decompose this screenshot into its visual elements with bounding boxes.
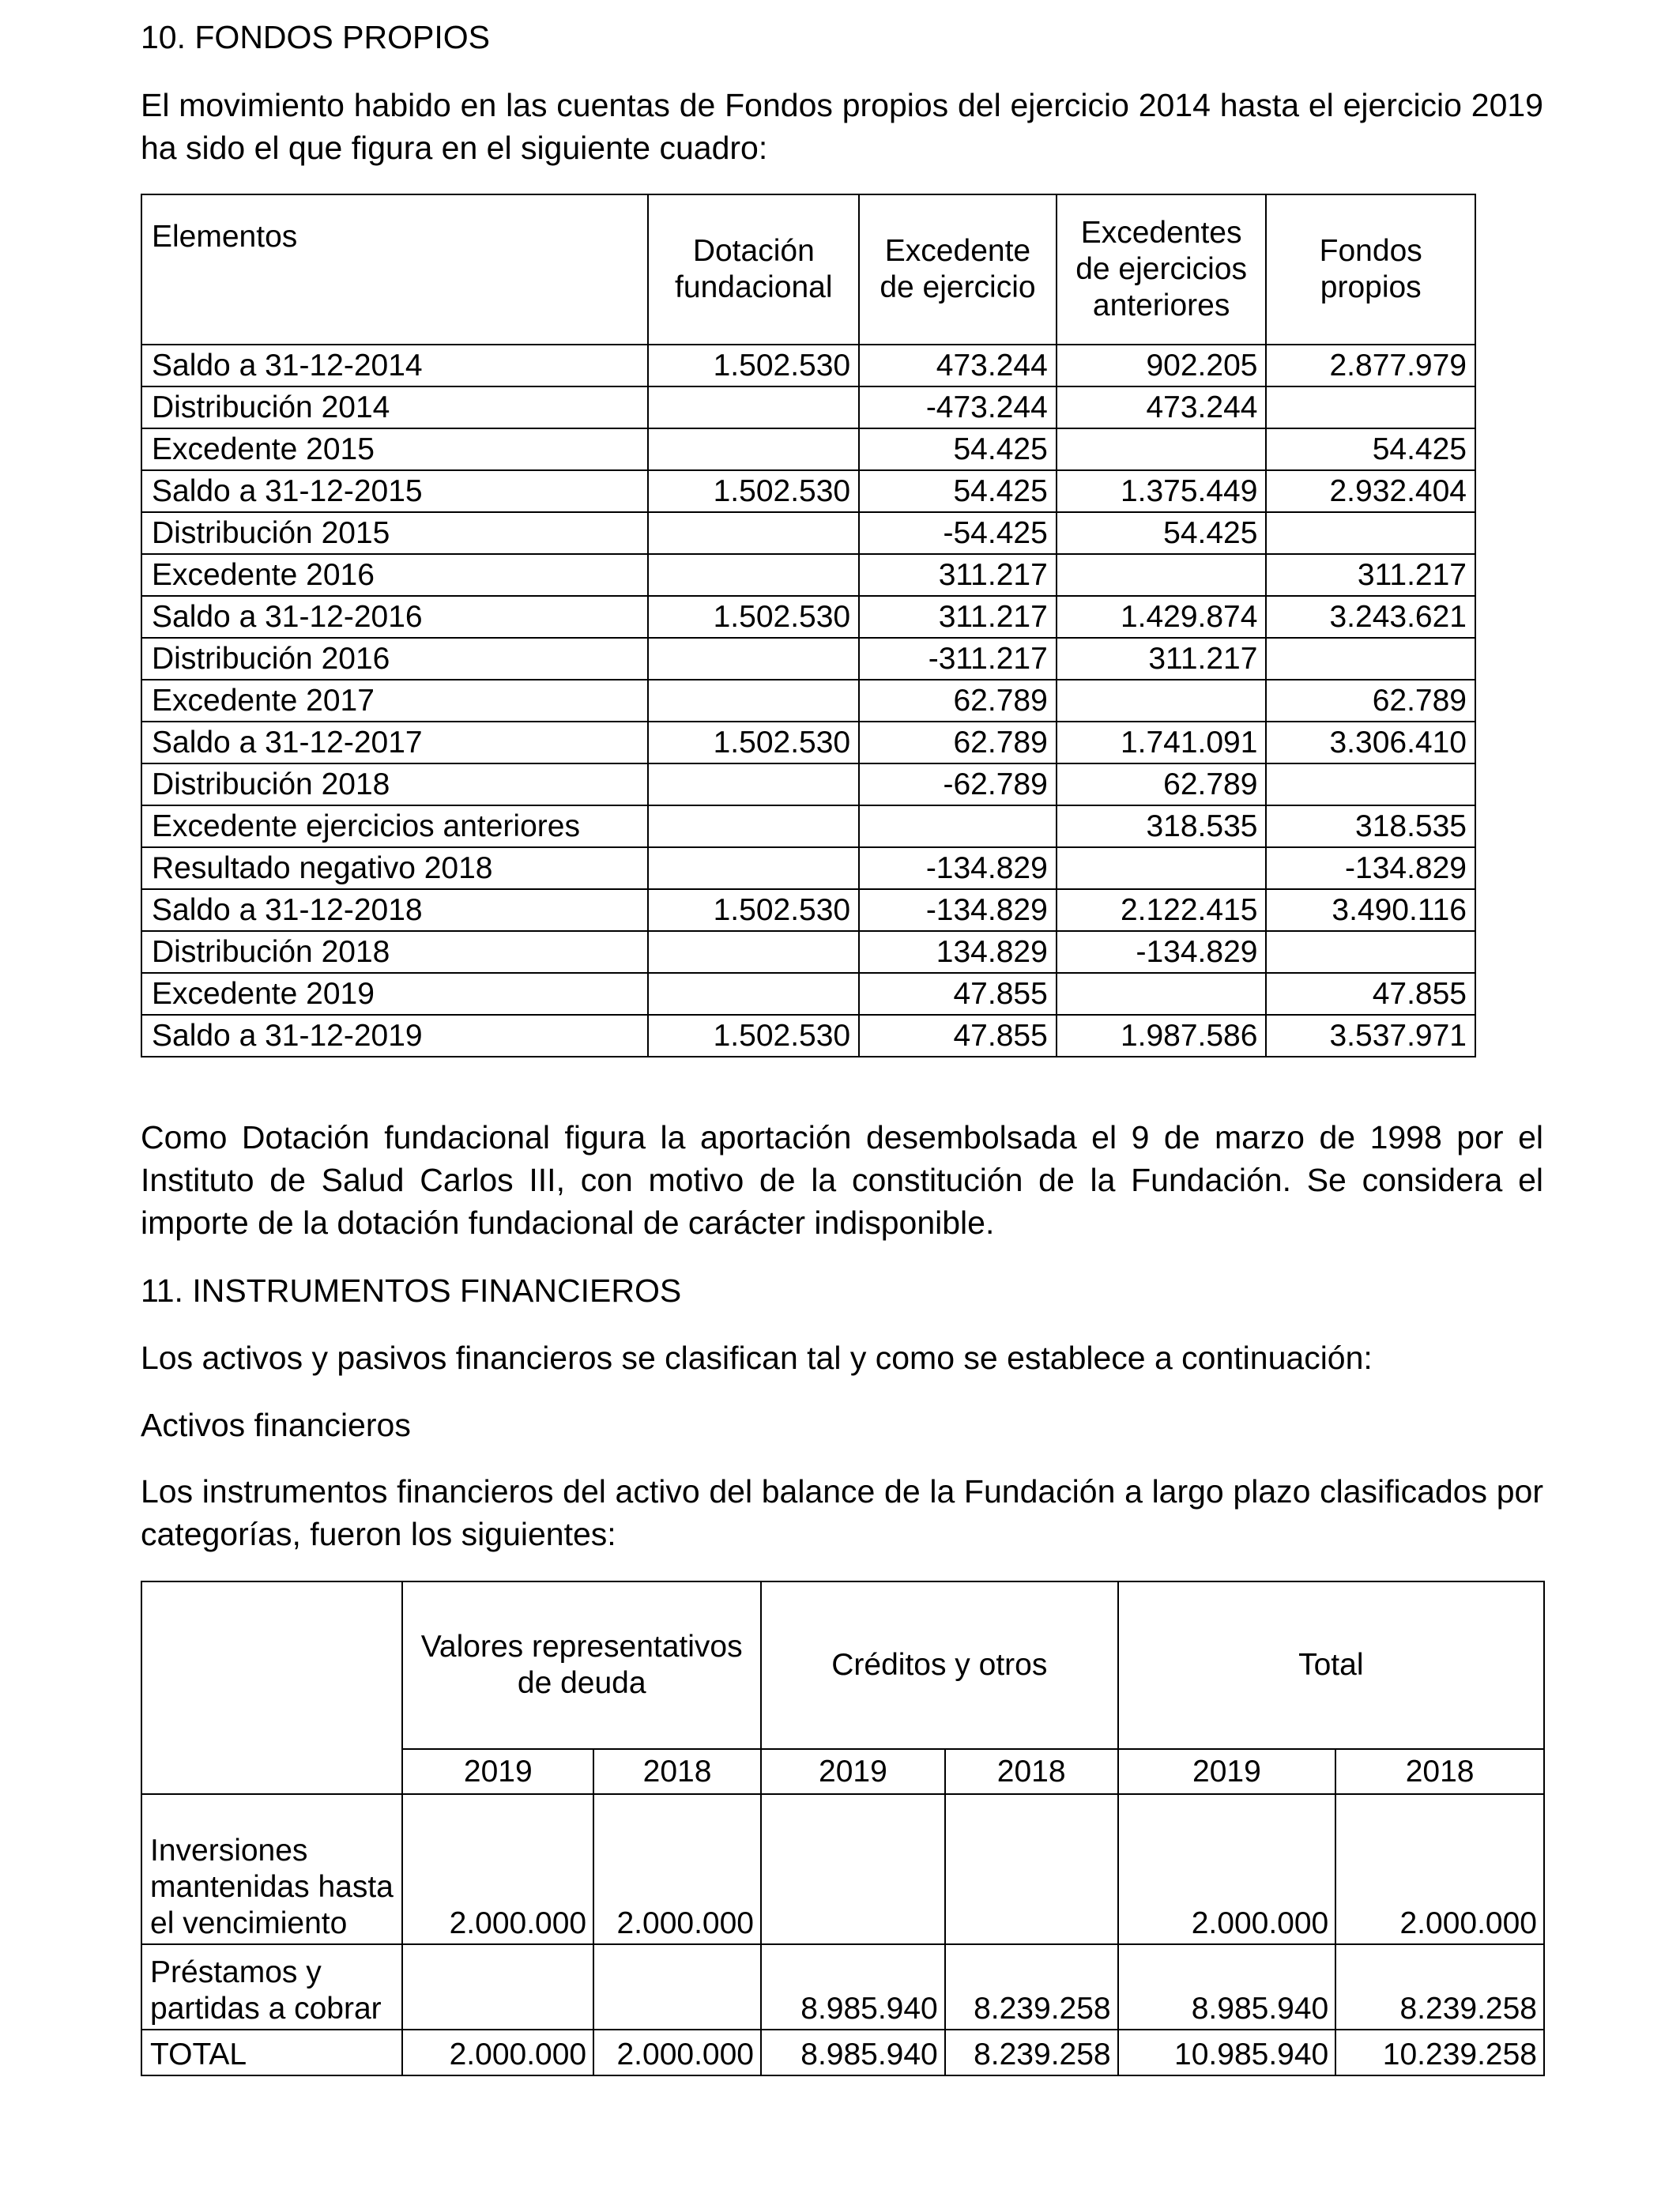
value-cell: 2.000.000 xyxy=(402,1794,593,1944)
column-header: Fondos propios xyxy=(1266,194,1475,345)
value-cell: 62.789 xyxy=(1057,763,1267,805)
value-cell xyxy=(1266,638,1475,680)
value-cell xyxy=(648,638,859,680)
value-cell: 2.000.000 xyxy=(1118,1794,1336,1944)
row-label-cell: Excedente ejercicios anteriores xyxy=(141,805,648,847)
value-cell: 2.000.000 xyxy=(402,2030,593,2075)
table-row xyxy=(141,889,1475,931)
table-row xyxy=(141,847,1475,889)
value-cell xyxy=(1266,931,1475,973)
value-cell: 2.932.404 xyxy=(1266,470,1475,512)
value-cell: 318.535 xyxy=(1057,805,1267,847)
value-cell: 2.122.415 xyxy=(1057,889,1267,931)
value-cell: 47.855 xyxy=(859,973,1057,1015)
value-cell xyxy=(648,805,859,847)
value-cell xyxy=(593,1944,761,2030)
value-cell: 311.217 xyxy=(859,554,1057,596)
table-row xyxy=(141,1015,1475,1057)
value-cell: 8.985.940 xyxy=(1118,1944,1336,2030)
value-cell xyxy=(1057,428,1267,470)
row-label-cell: Saldo a 31-12-2019 xyxy=(141,1015,648,1057)
value-cell xyxy=(1266,763,1475,805)
value-cell: 1.987.586 xyxy=(1057,1015,1267,1057)
table-row xyxy=(141,512,1475,554)
row-label-cell: Excedente 2016 xyxy=(141,554,648,596)
section-11-intro: Los activos y pasivos financieros se clasifican tal y como se establece a continuación: xyxy=(141,1340,1373,1376)
value-cell xyxy=(1057,680,1267,722)
value-cell: 311.217 xyxy=(859,596,1057,638)
value-cell: 54.425 xyxy=(859,470,1057,512)
table-row xyxy=(141,596,1475,638)
table-row xyxy=(141,805,1475,847)
value-cell: 8.985.940 xyxy=(761,1944,945,2030)
row-label-cell: Distribución 2018 xyxy=(141,763,648,805)
table-row xyxy=(141,1794,1544,1944)
value-cell: 8.239.258 xyxy=(945,1944,1118,2030)
value-cell: -134.829 xyxy=(859,847,1057,889)
value-cell: 3.306.410 xyxy=(1266,722,1475,763)
value-cell: 62.789 xyxy=(1266,680,1475,722)
row-label-cell: Distribución 2015 xyxy=(141,512,648,554)
value-cell: 1.502.530 xyxy=(648,345,859,386)
value-cell: -62.789 xyxy=(859,763,1057,805)
year-header: 2019 xyxy=(1118,1749,1336,1794)
value-cell: -134.829 xyxy=(1266,847,1475,889)
value-cell xyxy=(1266,512,1475,554)
activos-financieros-table xyxy=(141,1581,1545,2076)
value-cell xyxy=(1057,554,1267,596)
value-cell xyxy=(402,1944,593,2030)
value-cell: -134.829 xyxy=(859,889,1057,931)
value-cell xyxy=(648,680,859,722)
value-cell: 54.425 xyxy=(1057,512,1267,554)
row-label-cell: Distribución 2016 xyxy=(141,638,648,680)
row-label-cell: Saldo a 31-12-2016 xyxy=(141,596,648,638)
value-cell: 62.789 xyxy=(859,722,1057,763)
row-label-cell: Inversiones mantenidas hasta el vencimiento xyxy=(141,1794,402,1944)
value-cell: 8.239.258 xyxy=(945,2030,1118,2075)
fondos-propios-table xyxy=(141,194,1476,1057)
value-cell xyxy=(648,973,859,1015)
column-header: Excedentes de ejercicios anteriores xyxy=(1057,194,1267,345)
value-cell xyxy=(648,428,859,470)
row-label-cell: Distribución 2014 xyxy=(141,386,648,428)
value-cell xyxy=(648,554,859,596)
value-cell: 2.000.000 xyxy=(593,2030,761,2075)
section-11-subheading: Activos financieros xyxy=(141,1407,411,1443)
value-cell: 1.502.530 xyxy=(648,889,859,931)
value-cell: 1.741.091 xyxy=(1057,722,1267,763)
section-11-heading: 11. INSTRUMENTOS FINANCIEROS xyxy=(141,1272,682,1309)
row-label-cell: Saldo a 31-12-2017 xyxy=(141,722,648,763)
value-cell xyxy=(648,847,859,889)
value-cell: 47.855 xyxy=(859,1015,1057,1057)
column-header: Dotación fundacional xyxy=(648,194,859,345)
section-10-intro: El movimiento habido en las cuentas de Fondos propios del ejercicio 2014 hasta el ejercicio 2019 ha sido el que figura en el siguiente cuadro: xyxy=(141,87,1543,166)
row-label-cell: Excedente 2019 xyxy=(141,973,648,1015)
value-cell xyxy=(1057,973,1267,1015)
value-cell xyxy=(648,931,859,973)
value-cell xyxy=(761,1794,945,1944)
section-10-heading: 10. FONDOS PROPIOS xyxy=(141,19,490,55)
value-cell xyxy=(1266,386,1475,428)
table-row xyxy=(141,470,1475,512)
value-cell xyxy=(648,386,859,428)
year-header: 2019 xyxy=(402,1749,593,1794)
value-cell: 473.244 xyxy=(859,345,1057,386)
value-cell: 47.855 xyxy=(1266,973,1475,1015)
value-cell: 54.425 xyxy=(859,428,1057,470)
value-cell: 1.502.530 xyxy=(648,722,859,763)
group-header: Valores representativos de deuda xyxy=(402,1581,761,1749)
value-cell: 8.985.940 xyxy=(761,2030,945,2075)
value-cell: 1.502.530 xyxy=(648,470,859,512)
section-10-note: Como Dotación fundacional figura la aportación desembolsada el 9 de marzo de 1998 por el Instituto de Salud Carlos III, con motivo de la constitución de la Fundación. Se considera el importe de la dotación fundacional de carácter indisponible. xyxy=(141,1119,1543,1241)
table-row xyxy=(141,345,1475,386)
fondos-propios-table-body xyxy=(141,345,1475,1057)
value-cell: 473.244 xyxy=(1057,386,1267,428)
column-header: Elementos xyxy=(141,194,648,345)
value-cell: 1.502.530 xyxy=(648,1015,859,1057)
year-header: 2018 xyxy=(1335,1749,1544,1794)
value-cell: 311.217 xyxy=(1266,554,1475,596)
value-cell: 10.985.940 xyxy=(1118,2030,1336,2075)
year-header: 2018 xyxy=(945,1749,1118,1794)
table-row xyxy=(141,931,1475,973)
value-cell: 3.490.116 xyxy=(1266,889,1475,931)
value-cell: 902.205 xyxy=(1057,345,1267,386)
row-label-cell: Excedente 2015 xyxy=(141,428,648,470)
group-header-row xyxy=(141,1581,1544,1749)
table-row xyxy=(141,680,1475,722)
activos-financieros-table-body xyxy=(141,1794,1544,2075)
value-cell: 8.239.258 xyxy=(1335,1944,1544,2030)
value-cell: 318.535 xyxy=(1266,805,1475,847)
value-cell: 10.239.258 xyxy=(1335,2030,1544,2075)
year-header: 2018 xyxy=(593,1749,761,1794)
value-cell xyxy=(1057,847,1267,889)
row-label-cell: Saldo a 31-12-2014 xyxy=(141,345,648,386)
value-cell: -134.829 xyxy=(1057,931,1267,973)
value-cell: 3.537.971 xyxy=(1266,1015,1475,1057)
section-11-text: Los instrumentos financieros del activo del balance de la Fundación a largo plazo clasificados por categorías, fueron los siguientes: xyxy=(141,1473,1543,1552)
row-label-cell: Excedente 2017 xyxy=(141,680,648,722)
value-cell xyxy=(648,512,859,554)
table-row xyxy=(141,763,1475,805)
row-label-cell: Préstamos y partidas a cobrar xyxy=(141,1944,402,2030)
value-cell: 2.000.000 xyxy=(593,1794,761,1944)
value-cell xyxy=(859,805,1057,847)
value-cell: 2.000.000 xyxy=(1335,1794,1544,1944)
value-cell: 54.425 xyxy=(1266,428,1475,470)
table-header-row xyxy=(141,194,1475,345)
value-cell: -311.217 xyxy=(859,638,1057,680)
table-row xyxy=(141,2030,1544,2075)
row-label-cell: Resultado negativo 2018 xyxy=(141,847,648,889)
value-cell: 2.877.979 xyxy=(1266,345,1475,386)
value-cell: 134.829 xyxy=(859,931,1057,973)
value-cell: 311.217 xyxy=(1057,638,1267,680)
empty-corner-cell xyxy=(141,1581,402,1794)
value-cell: 62.789 xyxy=(859,680,1057,722)
table-row xyxy=(141,722,1475,763)
table-row xyxy=(141,386,1475,428)
value-cell: -54.425 xyxy=(859,512,1057,554)
table-row xyxy=(141,1944,1544,2030)
value-cell: 1.429.874 xyxy=(1057,596,1267,638)
value-cell: 3.243.621 xyxy=(1266,596,1475,638)
row-label-cell: Saldo a 31-12-2018 xyxy=(141,889,648,931)
table-row xyxy=(141,554,1475,596)
group-header: Créditos y otros xyxy=(761,1581,1118,1749)
value-cell xyxy=(648,763,859,805)
table-row xyxy=(141,973,1475,1015)
group-header: Total xyxy=(1118,1581,1544,1749)
column-header: Excedente de ejercicio xyxy=(859,194,1057,345)
table-row xyxy=(141,638,1475,680)
row-label-cell: Saldo a 31-12-2015 xyxy=(141,470,648,512)
value-cell xyxy=(945,1794,1118,1944)
value-cell: 1.375.449 xyxy=(1057,470,1267,512)
row-label-cell: Distribución 2018 xyxy=(141,931,648,973)
table-row xyxy=(141,428,1475,470)
value-cell: -473.244 xyxy=(859,386,1057,428)
year-header: 2019 xyxy=(761,1749,945,1794)
row-label-cell: TOTAL xyxy=(141,2030,402,2075)
value-cell: 1.502.530 xyxy=(648,596,859,638)
